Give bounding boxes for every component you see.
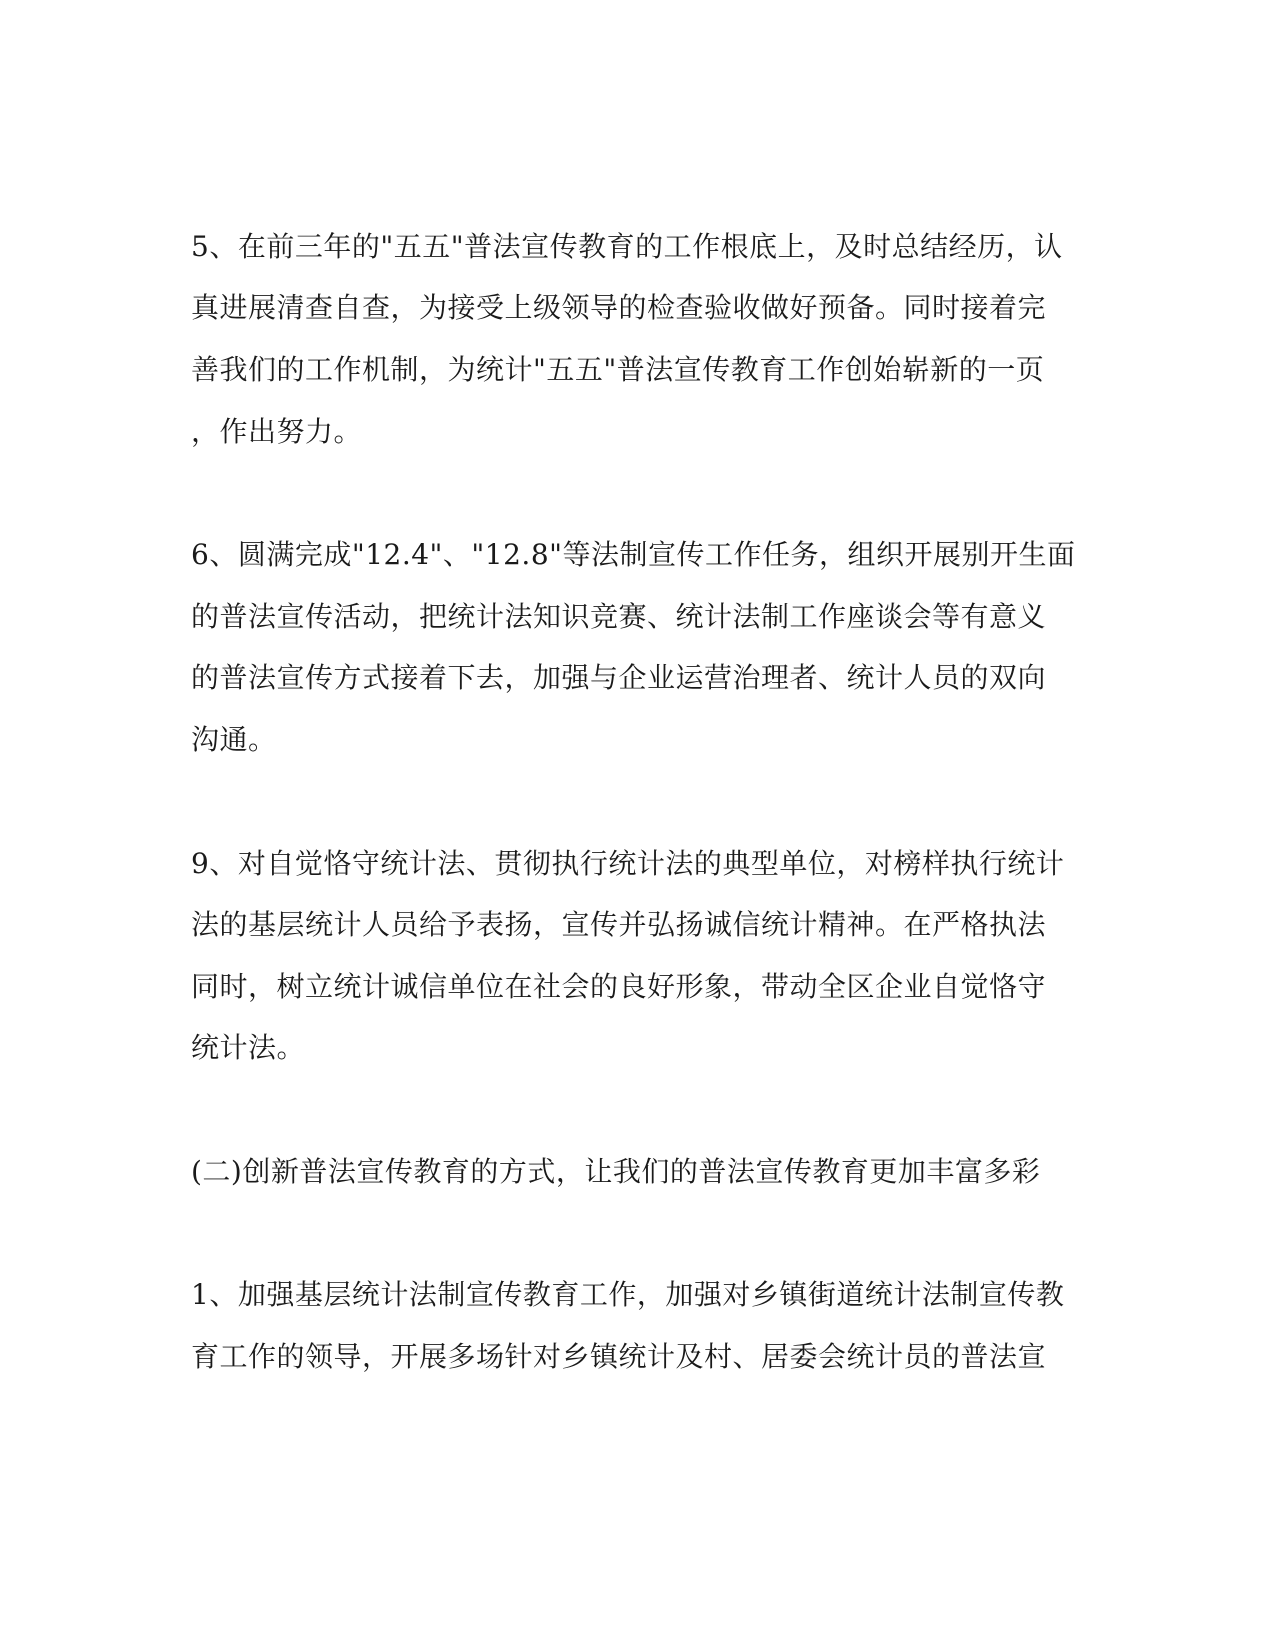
paragraph-line: ，作出努力。: [191, 415, 363, 448]
paragraph-line: 育工作的领导，开展多场针对乡镇统计及村、居委会统计员的普法宣: [191, 1340, 1047, 1373]
paragraph-line: 6、圆满完成"12.4"、"12.8"等法制宣传工作任务，组织开展别开生面: [191, 538, 1076, 571]
paragraph-line: 的普法宣传活动，把统计法知识竞赛、统计法制工作座谈会等有意义: [191, 600, 1047, 633]
paragraph-line: 的普法宣传方式接着下去，加强与企业运营治理者、统计人员的双向: [191, 661, 1047, 694]
paragraph-line: 1、加强基层统计法制宣传教育工作，加强对乡镇街道统计法制宣传教: [191, 1278, 1065, 1311]
section-heading-text: (二)创新普法宣传教育的方式，让我们的普法宣传教育更加丰富多彩: [191, 1155, 1041, 1188]
paragraph-line: 善我们的工作机制，为统计"五五"普法宣传教育工作创始崭新的一页: [191, 353, 1045, 386]
paragraph-line: 统计法。: [191, 1031, 306, 1064]
paragraph-line: 沟通。: [191, 723, 277, 756]
paragraph-line: 真进展清查自查，为接受上级领导的检查验收做好预备。同时接着完: [191, 291, 1047, 324]
paragraph-line: 5、在前三年的"五五"普法宣传教育的工作根底上，及时总结经历，认: [191, 230, 1063, 263]
paragraph-line: 同时，树立统计诚信单位在社会的良好形象，带动全区企业自觉恪守: [191, 970, 1047, 1003]
paragraph-line: 9、对自觉恪守统计法、贯彻执行统计法的典型单位，对榜样执行统计: [191, 847, 1065, 880]
paragraph-line: 法的基层统计人员给予表扬，宣传并弘扬诚信统计精神。在严格执法: [191, 908, 1047, 941]
